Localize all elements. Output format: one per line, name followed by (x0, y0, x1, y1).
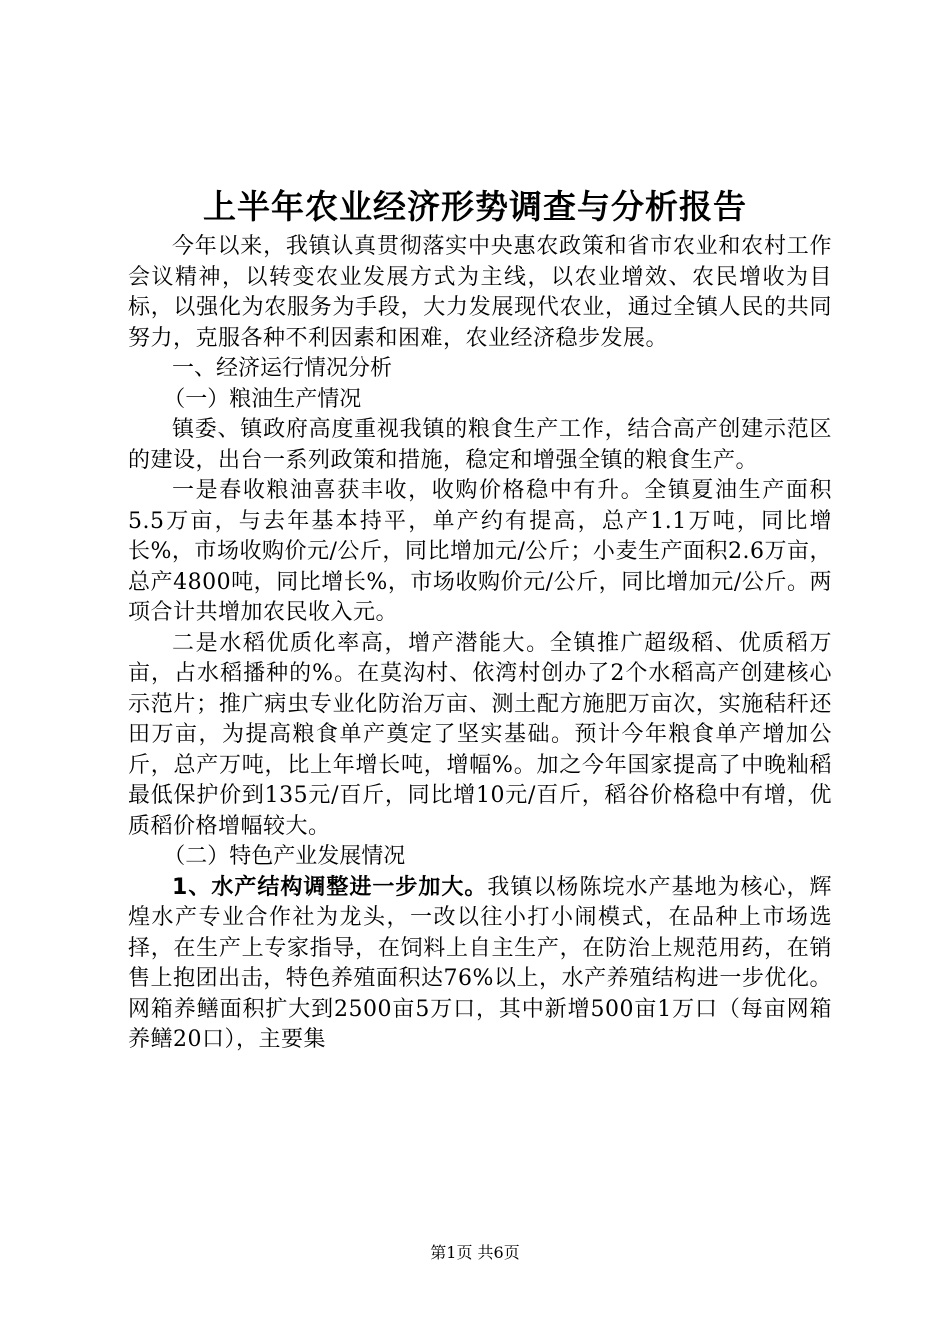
document-body (128, 232, 832, 1056)
subsection-heading: （二）特色产业发展情况 (163, 844, 406, 869)
page-number: 第1页 共6页 (430, 1243, 520, 1262)
intro-paragraph: 今年以来，我镇认真贯彻落实中央惠农政策和省市农业和农村工作会议精神，以转变农业发展方式为主线，以农业增效、农民增收为目标，以强化为农服务为手段，大力发展现代农业，通过全镇人民的共同努力，克服各种不利因素和困难，农业经济稳步发展。 (128, 234, 832, 351)
paragraph (128, 873, 832, 1056)
section-heading: 一、经济运行情况分析 (172, 356, 393, 381)
paragraph-body: 我镇以杨陈垸水产基地为核心，辉煌水产专业合作社为龙头，一改以往小打小闹模式，在品种上市场选择，在生产上专家指导，在饲料上自主生产，在防治上规范用药，在销售上抱团出击，特色养殖面积达76%以上，水产养殖结构进一步优化。网箱养鳝面积扩大到2500亩5万口，其中新增500亩1万口（每亩网箱养鳝20口），主要集 (128, 874, 832, 1052)
paragraph: 镇委、镇政府高度重视我镇的粮食生产工作，结合高产创建示范区的建设，出台一系列政策和措施，稳定和增强全镇的粮食生产。 (128, 417, 832, 473)
paragraph: 二是水稻优质化率高，增产潜能大。全镇推广超级稻、优质稻万亩，占水稻播种的%。在莫沟村、依湾村创办了2个水稻高产创建核心示范片；推广病虫专业化防治万亩、测土配方施肥万亩次，实施秸秆还田万亩，为提高粮食单产奠定了坚实基础。预计今年粮食单产增加公斤，总产万吨，比上年增长吨，增幅%。加之今年国家提高了中晚籼稻最低保护价到135元/百斤，同比增10元/百斤，稻谷价格稳中有增，优质稻价格增幅较大。 (128, 630, 832, 839)
document-title: 上半年农业经济形势调查与分析报告 (203, 187, 747, 226)
subsection-heading: （一）粮油生产情况 (163, 386, 362, 412)
paragraph: 一是春收粮油喜获丰收，收购价格稳中有升。全镇夏油生产面积5.5万亩，与去年基本持平，单产约有提高，总产1.1万吨，同比增长%，市场收购价元/公斤，同比增加元/公斤；小麦生产面积2.6万亩，总产4800吨，同比增长%，市场收购价元/公斤，同比增加元/公斤。两项合计共增加农民收入元。 (128, 478, 832, 625)
paragraph-lead: 1、水产结构调整进一步加大。 (172, 874, 488, 900)
